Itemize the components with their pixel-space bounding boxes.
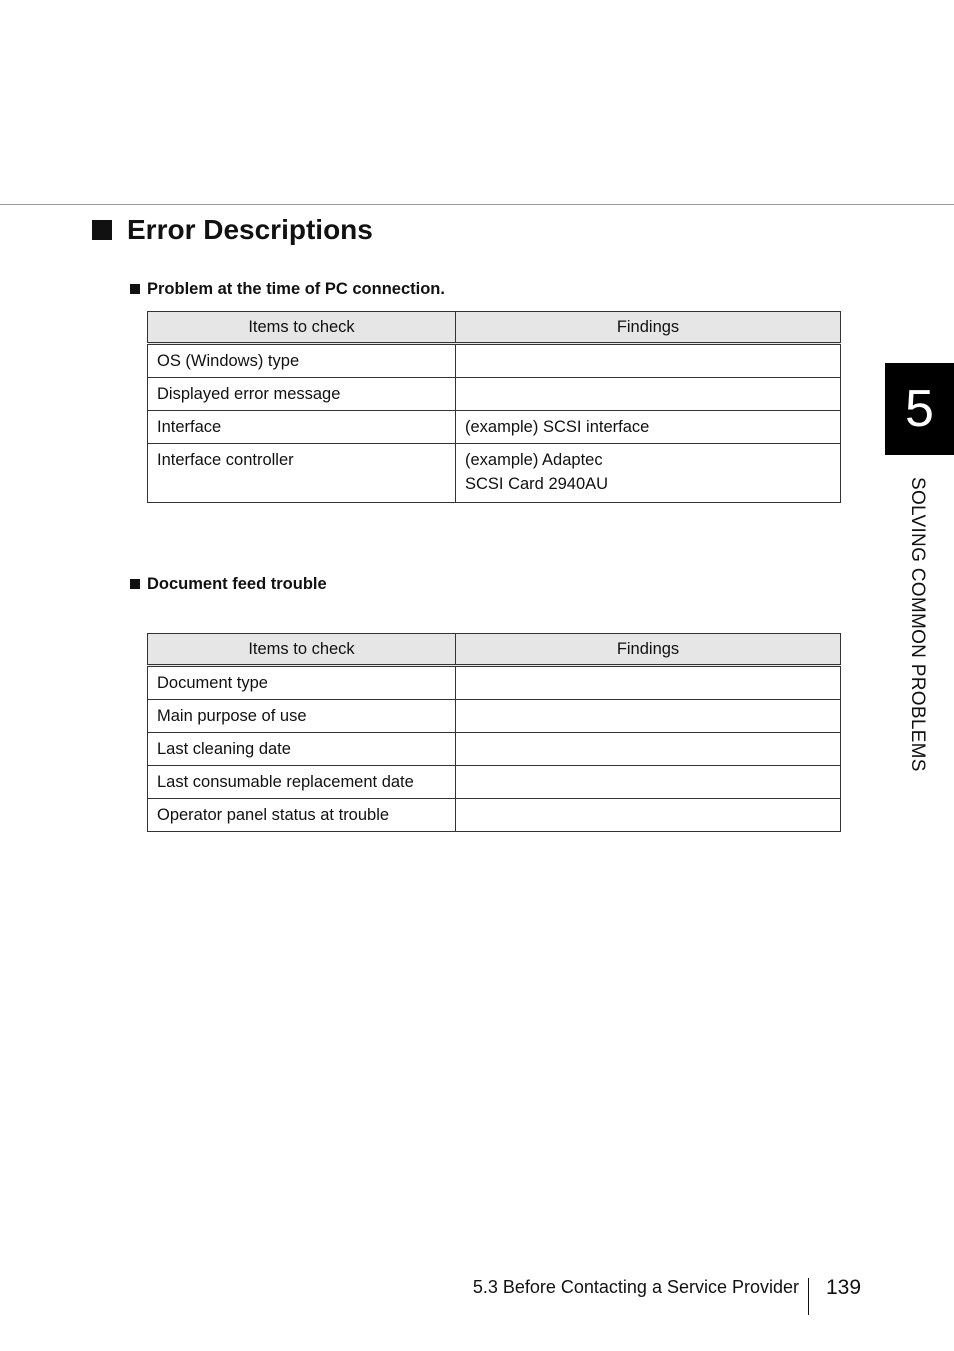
finding-cell	[456, 733, 841, 766]
items-column-header: Items to check	[148, 312, 456, 344]
finding-line: SCSI Card 2940AU	[465, 475, 609, 493]
table-row	[148, 411, 841, 444]
table-row	[148, 344, 841, 378]
item-cell: Document type	[148, 666, 456, 700]
document-feed-heading	[130, 573, 327, 595]
item-cell: OS (Windows) type	[148, 344, 456, 378]
finding-cell	[456, 378, 841, 411]
finding-cell	[456, 666, 841, 700]
table-header-row	[148, 312, 841, 344]
findings-column-header: Findings	[456, 634, 841, 666]
item-cell: Interface controller	[148, 444, 456, 503]
table-row	[148, 766, 841, 799]
table-row	[148, 733, 841, 766]
finding-cell	[456, 344, 841, 378]
pc-connection-heading	[130, 278, 445, 300]
finding-cell	[456, 444, 841, 503]
finding-cell	[456, 799, 841, 832]
footer-divider	[808, 1278, 809, 1315]
section-title-text: Error Descriptions	[127, 214, 373, 245]
page-number: 139	[826, 1276, 862, 1299]
small-square-bullet-icon	[130, 284, 140, 294]
chapter-tab	[885, 363, 954, 455]
item-cell: Last consumable replacement date	[148, 766, 456, 799]
item-cell: Displayed error message	[148, 378, 456, 411]
pc-connection-heading-text: Problem at the time of PC connection.	[147, 279, 445, 298]
footer-section-ref: 5.3 Before Contacting a Service Provider	[472, 1277, 799, 1297]
finding-cell	[456, 700, 841, 733]
document-feed-heading-text: Document feed trouble	[147, 574, 327, 593]
item-cell: Interface	[148, 411, 456, 444]
chapter-number: 5	[905, 380, 934, 438]
finding-cell: (example) SCSI interface	[456, 411, 841, 444]
pc-connection-table	[147, 311, 841, 503]
findings-column-header: Findings	[456, 312, 841, 344]
items-column-header: Items to check	[148, 634, 456, 666]
finding-line: (example) Adaptec	[465, 451, 603, 469]
document-feed-table	[147, 633, 841, 832]
table-row	[148, 700, 841, 733]
small-square-bullet-icon	[130, 579, 140, 589]
square-bullet-icon	[92, 220, 112, 240]
item-cell: Last cleaning date	[148, 733, 456, 766]
item-cell: Main purpose of use	[148, 700, 456, 733]
top-rule	[0, 204, 954, 205]
table-row	[148, 378, 841, 411]
section-title	[92, 212, 373, 248]
chapter-title: SOLVING COMMON PROBLEMS	[907, 477, 928, 772]
table-header-row	[148, 634, 841, 666]
table-row	[148, 799, 841, 832]
item-cell: Operator panel status at trouble	[148, 799, 456, 832]
table-row	[148, 444, 841, 503]
table-row	[148, 666, 841, 700]
finding-cell	[456, 766, 841, 799]
